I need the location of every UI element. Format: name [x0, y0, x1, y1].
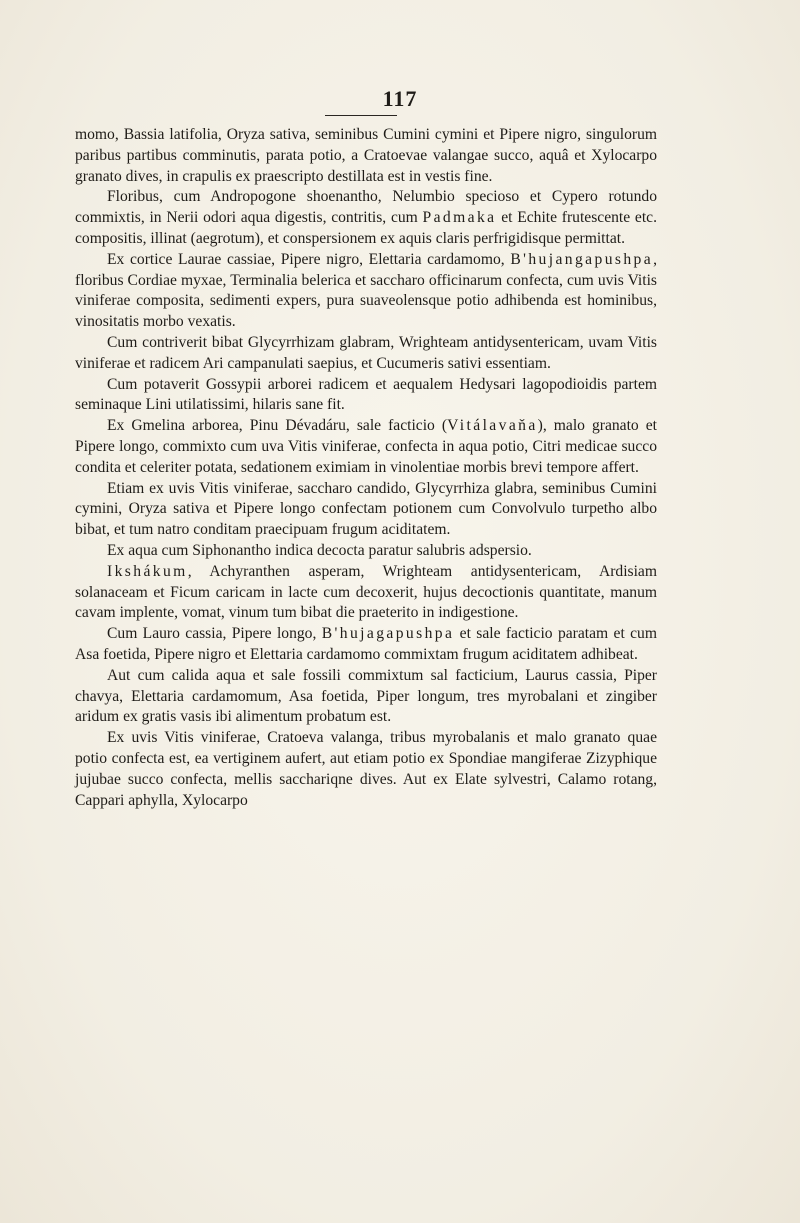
- paragraph-text: ), malo granato et Pipere longo, commixto cum uva Vitis viniferae, confecta in aqua potio, Citri medicae succo condita et celeriter potata, sedationem eximiam in vinolentiae morbis brevi tempore affert.: [75, 417, 657, 476]
- paragraph: [75, 666, 657, 728]
- spaced-term: Ikshákum: [107, 562, 188, 580]
- paragraph-text: Ex uvis Vitis viniferae, Cratoeva valanga, tribus myrobalanis et malo granato quae potio confecta est, ea vertiginem aufert, aut etiam potio ex Spondiae mangiferae Zizyphique jujubae succo confecta, mellis sacchariqne dives. Aut ex Elate sylvestri, Calamo rotang, Cappari aphylla, Xylocarpo: [75, 729, 657, 809]
- paragraph-text: et sale facticio paratam et cum Asa foetida, Pipere nigro et Elettaria cardamomo commixtam frugum aciditatem adhibeat.: [75, 625, 657, 663]
- paragraph-text: Ex Gmelina arborea, Pinu Dévadáru, sale facticio (: [107, 417, 448, 435]
- spaced-term: Vitálavaňa: [447, 417, 538, 435]
- spaced-term: B'hujagapushpa: [321, 625, 455, 643]
- paragraph: [75, 541, 657, 562]
- paragraph: [75, 562, 657, 624]
- paragraph: [75, 375, 657, 417]
- paragraph-text: , Achyranthen asperam, Wrighteam antidysentericam, Ardisiam solanaceam et Ficum caricam in lacte cum decoxerit, hujus decoctionis quantitate, manum cavam implente, vomat, vinum tum bibat die praeterito in indigestione.: [75, 562, 657, 622]
- paragraph: [75, 250, 657, 333]
- paragraph-text: Cum potaverit Gossypii arborei radicem et aequalem Hedysari lagopodioidis partem seminaque Lini utilatissimi, hilaris sane fit.: [75, 375, 657, 414]
- paragraph-text: Ex cortice Laurae cassiae, Pipere nigro, Elettaria cardamomo,: [107, 250, 511, 268]
- paragraph: [75, 416, 657, 478]
- paragraph-text: Cum contriverit bibat Glycyrrhizam glabram, Wrighteam antidysentericam, uvam Vitis viniferae et radicem Ari campanulati saepius, et Cucumeris sativi essentiam.: [75, 333, 657, 372]
- spaced-term: B'hujangapushpa: [510, 250, 654, 268]
- paragraph-text: Ex aqua cum Siphonantho indica decocta paratur salubris adspersio.: [107, 541, 532, 559]
- page-number: 117: [382, 86, 418, 111]
- paragraph-text: et Echite frutescente etc. compositis, illinat (aegrotum), et conspersionem ex aquis claris perfrigidisque permittat.: [75, 209, 657, 247]
- paragraph: [75, 624, 657, 666]
- paragraph: [75, 125, 657, 187]
- paragraph: [75, 728, 657, 811]
- paragraph-text: Aut cum calida aqua et sale fossili commixtum sal facticium, Laurus cassia, Piper chavya, Elettaria cardamomum, Asa foetida, Piper longum, tres myrobalani et zingiber aridum ex gratis vasis ibi alimentum probatum est.: [75, 666, 657, 726]
- paragraph: [75, 479, 657, 541]
- paragraph: [75, 187, 657, 249]
- paragraph: [75, 333, 657, 375]
- page-number-rule: [325, 115, 397, 116]
- paragraph-text: Etiam ex uvis Vitis viniferae, saccharo candido, Glycyrrhiza glabra, seminibus Cumini cymini, Oryza sativa et Pipere longo confectam potionem cum Convolvulo turpetho albo bibat, et tum natro conditam praecipuam frugum aciditatem.: [75, 479, 657, 539]
- body-text: [75, 125, 657, 811]
- spaced-term: Padmaka: [422, 209, 497, 227]
- paragraph-text: Floribus, cum Andropogone shoenantho, Nelumbio specioso et Cypero rotundo commixtis, in Nerii odori aqua digestis, contritis, cum: [75, 188, 657, 227]
- paragraph-text: Cum Lauro cassia, Pipere longo,: [107, 625, 322, 643]
- paragraph-text: , floribus Cordiae myxae, Terminalia belerica et saccharo officinarum confecta, cum uvis Vitis viniferae composita, sedimenti expers, pura suaveolensque potio adhibenda est hominibus, vinositatis morbo vexatis.: [75, 250, 657, 331]
- paragraph-text: momo, Bassia latifolia, Oryza sativa, seminibus Cumini cymini et Pipere nigro, singulorum paribus partibus comminutis, parata potio, a Cratoevae valangae succo, aquâ et Xylocarpo granato dives, in crapulis ex praescripto destillata est in vestis fine.: [75, 126, 657, 185]
